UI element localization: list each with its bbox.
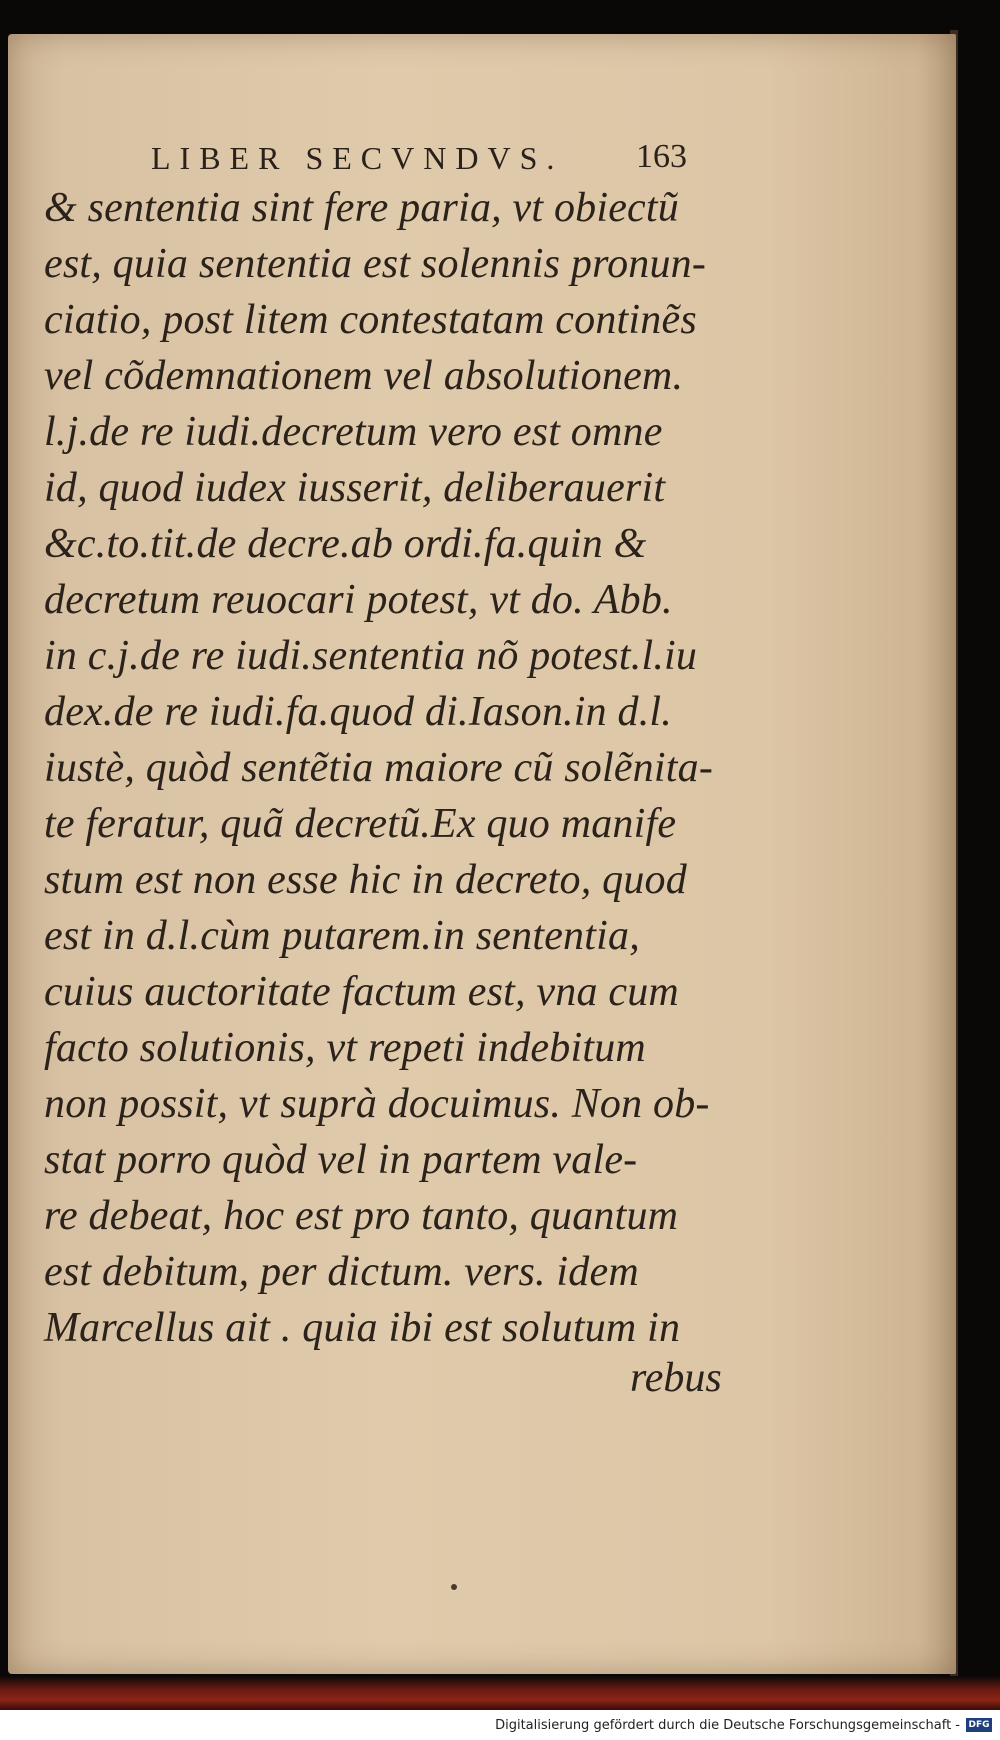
book-page xyxy=(8,34,956,1674)
text-line: est, quia sententia est solennis pronun- xyxy=(44,241,707,287)
text-line: dex.de re iudi.fa.quod di.Iason.in d.l. xyxy=(44,689,672,735)
text-line: stum est non esse hic in decreto, quod xyxy=(44,857,687,903)
credit-bar xyxy=(0,1710,1000,1740)
scan-bottom-band xyxy=(0,1676,1000,1710)
text-line: cuius auctoritate factum est, vna cum xyxy=(44,969,679,1015)
text-line: &c.to.tit.de decre.ab ordi.fa.quin & xyxy=(44,521,647,567)
credit-text: Digitalisierung gefördert durch die Deutsche Forschungsgemeinschaft - xyxy=(495,1718,960,1733)
text-line: in c.j.de re iudi.sententia nõ potest.l.iu xyxy=(44,633,698,679)
text-line: vel cõdemnationem vel absolutionem. xyxy=(44,353,684,399)
text-line: id, quod iudex iusserit, deliberauerit xyxy=(44,465,666,511)
text-line: iustè, quòd sentẽtia maiore cũ solẽnita- xyxy=(44,745,714,791)
text-line: decretum reuocari potest, vt do. Abb. xyxy=(44,577,673,623)
text-line: l.j.de re iudi.decretum vero est omne xyxy=(44,409,663,455)
text-line: stat porro quòd vel in partem vale- xyxy=(44,1137,638,1183)
text-line: re debeat, hoc est pro tanto, quantum xyxy=(44,1193,679,1239)
ink-spot xyxy=(451,1584,457,1590)
text-line: est debitum, per dictum. vers. idem xyxy=(44,1249,639,1295)
text-line: facto solutionis, vt repeti indebitum xyxy=(44,1025,646,1071)
dfg-logo: DFG xyxy=(966,1718,992,1732)
text-line: est in d.l.cùm putarem.in sententia, xyxy=(44,913,640,959)
page-number: 163 xyxy=(636,138,687,175)
running-head: LIBER SECVNDVS. xyxy=(151,140,564,176)
text-line: Marcellus ait . quia ibi est solutum in xyxy=(44,1305,681,1351)
text-line: te feratur, quã decretũ.Ex quo manife xyxy=(44,801,677,847)
text-line: non possit, vt suprà docuimus. Non ob- xyxy=(44,1081,710,1127)
text-line: & sententia sint fere paria, vt obiectũ xyxy=(44,185,679,231)
catchword: rebus xyxy=(630,1355,722,1401)
text-line: ciatio, post litem contestatam continẽs xyxy=(44,297,697,343)
